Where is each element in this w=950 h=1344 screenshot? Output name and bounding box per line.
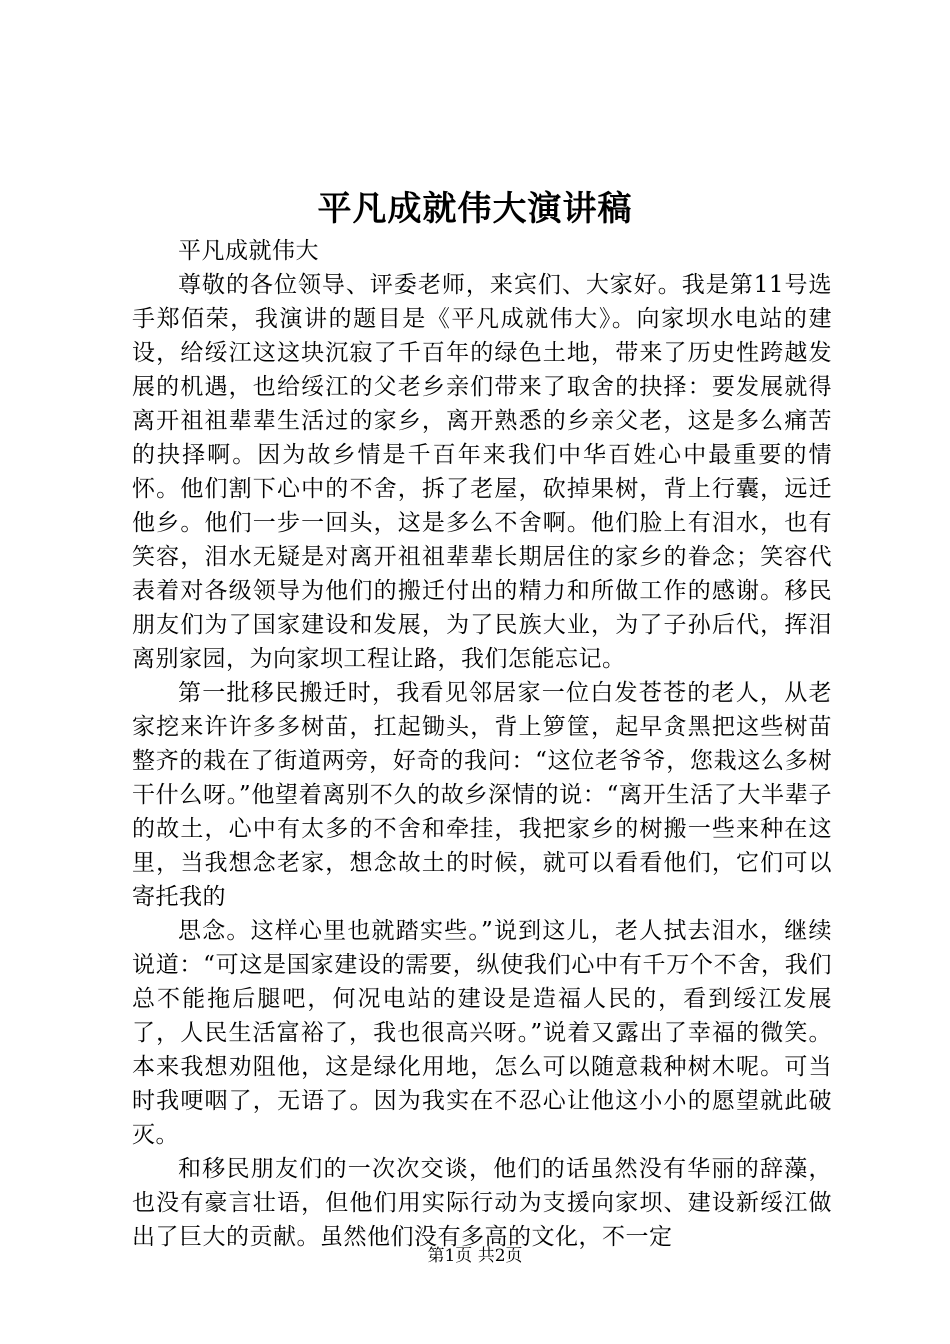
paragraph: 和移民朋友们的一次次交谈，他们的话虽然没有华丽的辞藻，也没有豪言壮语，但他们用实际行动为支援向家坝、建设新绥江做出了巨大的贡献。虽然他们没有多高的文化，不一定: [132, 1156, 832, 1250]
paragraph: 第一批移民搬迁时，我看见邻居家一位白发苍苍的老人，从老家挖来许许多多树苗，扛起锄头，背上箩筐，起早贪黑把这些树苗整齐的栽在了街道两旁，好奇的我问：“这位老爷爷，您栽这么多树干什么呀。”他望着离别不久的故乡深情的说：“离开生活了大半辈子的故土，心中有太多的不舍和牵挂，我把家乡的树搬一些来种在这里，当我想念老家，想念故土的时候，就可以看看他们，它们可以寄托我的: [132, 680, 832, 910]
page-number-footer: 第1页 共2页: [427, 1246, 523, 1266]
paragraph-subtitle: 平凡成就伟大: [178, 238, 319, 264]
paragraph: 尊敬的各位领导、评委老师，来宾们、大家好。我是第11号选手郑佰荣，我演讲的题目是《平凡成就伟大》。向家坝水电站的建设，给绥江这这块沉寂了千百年的绿色土地，带来了历史性跨越发展的机遇，也给绥江的父老乡亲们带来了取舍的抉择：要发展就得离开祖祖辈辈生活过的家乡，离开熟悉的乡亲父老，这是多么痛苦的抉择啊。因为故乡情是千百年来我们中华百姓心中最重要的情怀。他们割下心中的不舍，拆了老屋，砍掉果树，背上行囊，远迁他乡。他们一步一回头，这是多么不舍啊。他们脸上有泪水，也有笑容，泪水无疑是对离开祖祖辈辈长期居住的家乡的眷念；笑容代表着对各级领导为他们的搬迁付出的精力和所做工作的感谢。移民朋友们为了国家建设和发展，为了民族大业，为了子孙后代，挥泪离别家园，为向家坝工程让路，我们怎能忘记。: [132, 272, 832, 672]
paragraph: 思念。这样心里也就踏实些。”说到这儿，老人拭去泪水，继续说道：“可这是国家建设的需要，纵使我们心中有千万个不舍，我们总不能拖后腿吧，何况电站的建设是造福人民的，看到绥江发展了，人民生活富裕了，我也很高兴呀。”说着又露出了幸福的微笑。本来我想劝阻他，这是绿化用地，怎么可以随意栽种树木呢。可当时我哽咽了，无语了。因为我实在不忍心让他这小小的愿望就此破灭。: [132, 918, 832, 1148]
document-title: 平凡成就伟大演讲稿: [317, 189, 633, 229]
document-body: [132, 234, 832, 1254]
